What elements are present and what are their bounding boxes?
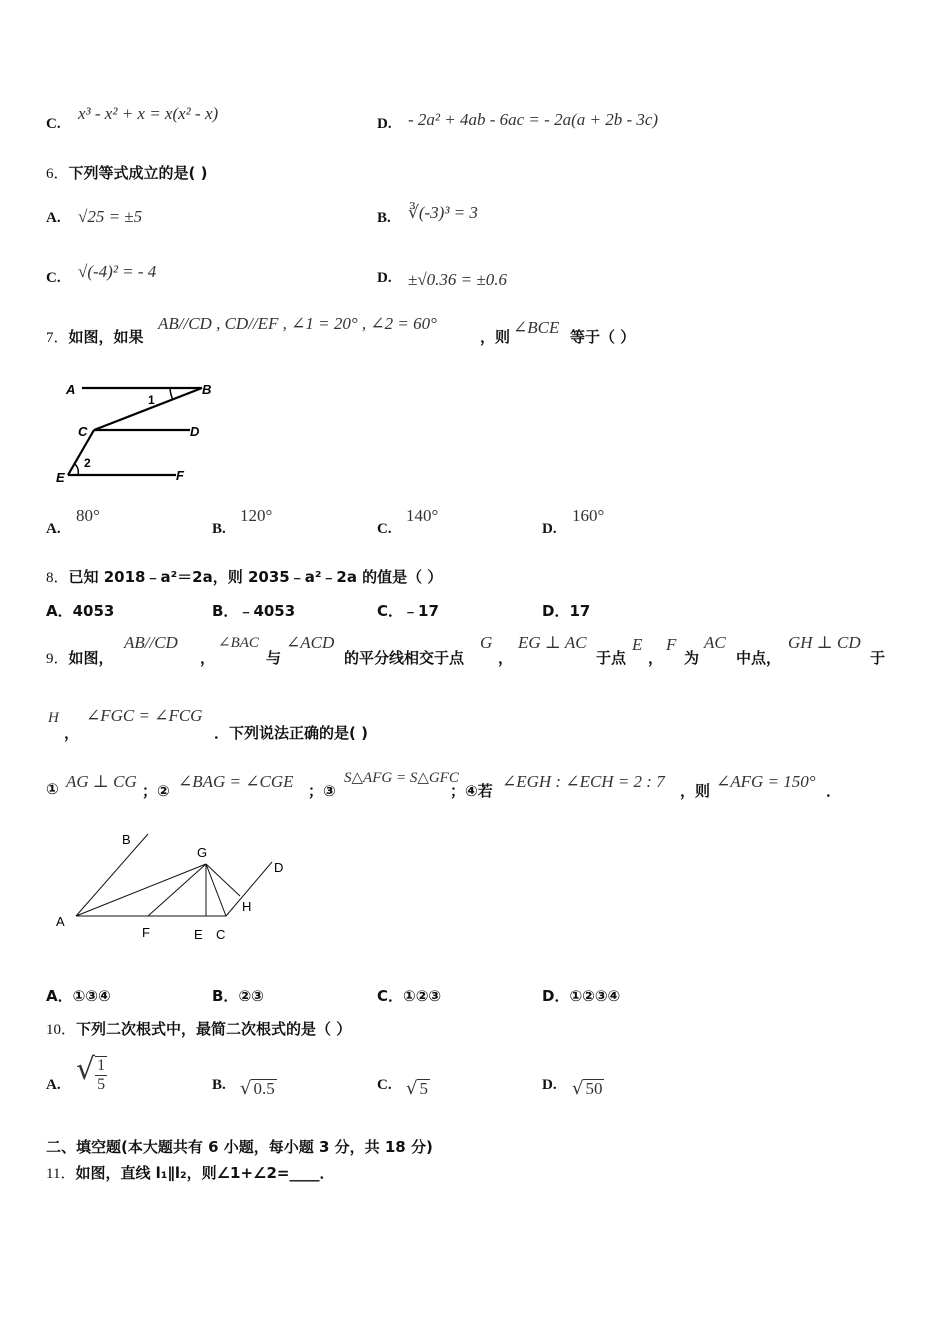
q6-option-a-label: A. <box>46 210 61 226</box>
q6-option-c-label: C. <box>46 270 61 286</box>
q11-stem: 11．如图，直线 l₁∥l₂，则∠1+∠2=____． <box>46 1164 335 1182</box>
q6-option-d-expression: ±√0.36 = ±0.6 <box>408 270 507 289</box>
q7-point-a: A <box>66 382 76 397</box>
q9-point-g: G <box>197 845 208 860</box>
q7-stem: 7．如图，如果 <box>46 328 144 346</box>
q7-option-a-label: A. <box>46 521 61 537</box>
q9-point-a: A <box>56 914 65 929</box>
q9-point-c: C <box>216 927 226 942</box>
q6-option-d-label: D. <box>377 270 392 286</box>
q9-point-d: D <box>274 860 284 875</box>
q9-statement-2-marker: ；② <box>142 782 170 800</box>
q7-option-d-value: 160° <box>572 506 605 525</box>
q9-math-bac: ∠BAC <box>218 635 259 651</box>
q7-option-d-label: D. <box>542 521 557 537</box>
q9-point-h: H <box>242 899 252 914</box>
q10-option-c-label: C. <box>377 1077 392 1093</box>
q9-math-e: E <box>632 635 643 654</box>
q9-statement-4-conclusion: ∠AFG = 150° <box>716 772 816 791</box>
q9-text-at-point: 于点 <box>596 649 627 667</box>
q7-point-f: F <box>176 468 184 483</box>
q7-option-a-value: 80° <box>76 506 100 525</box>
q9-comma-3: ， <box>648 649 664 667</box>
q9-line-gc <box>206 864 226 916</box>
q9-math-fgc-fcg: ∠FGC = ∠FCG <box>86 706 203 725</box>
q7-option-c-label: C. <box>377 521 392 537</box>
q8-option-c: C．﹣17 <box>377 602 439 620</box>
q9-line-gh <box>206 864 240 896</box>
q9-option-c: C．①②③ <box>377 987 442 1005</box>
q6-option-a-expression: √25 = ±5 <box>78 207 143 226</box>
q9-point-e: E <box>194 927 203 942</box>
q9-statement-4: ∠EGH : ∠ECH = 2 : 7 <box>502 772 665 791</box>
q7-stem-then: ，则 <box>480 328 511 346</box>
q8-option-a: A．4053 <box>46 602 115 620</box>
q10-option-b-expression: √ 0.5 <box>240 1078 275 1099</box>
q9-stem-end: ．下列说法正确的是( ) <box>214 724 368 742</box>
q7-condition: AB//CD , CD//EF , ∠1 = 20° , ∠2 = 60° <box>158 314 437 333</box>
q9-text-is: 为 <box>684 649 700 667</box>
q9-option-b: B．②③ <box>212 987 264 1005</box>
q7-point-e: E <box>56 470 65 485</box>
q9-point-f: F <box>142 925 150 940</box>
q9-comma-2: ， <box>498 649 514 667</box>
q9-statement-3: S△AFG = S△GFC <box>344 770 459 786</box>
q7-point-b: B <box>202 382 212 397</box>
q9-comma-1: ， <box>200 649 216 667</box>
q9-math-f: F <box>666 635 677 654</box>
q10-option-d-label: D. <box>542 1077 557 1093</box>
q9-comma-4: ， <box>64 724 80 742</box>
q7-angle-1-label: 1 <box>148 393 155 407</box>
q5-option-c-expression: x³ - x² + x = x(x² - x) <box>78 104 219 123</box>
q9-math-acd: ∠ACD <box>286 633 335 652</box>
q10-option-b-label: B. <box>212 1077 226 1093</box>
q10-stem: 10．下列二次根式中，最简二次根式的是（ ） <box>46 1020 352 1038</box>
q9-text-then: ，则 <box>680 782 711 800</box>
q9-math-ab-cd: AB//CD <box>124 633 178 652</box>
q7-option-b-value: 120° <box>240 506 273 525</box>
q9-statement-1-marker: ① <box>46 780 59 798</box>
q8-option-d: D．17 <box>542 602 591 620</box>
q9-text-bisector: 的平分线相交于点 <box>344 649 465 667</box>
q6-option-b-label: B. <box>377 210 391 226</box>
q7-angle-2-arc <box>75 464 78 475</box>
q8-stem: 8．已知 2018﹣a²＝2a，则 2035﹣a²﹣2a 的值是（ ） <box>46 568 443 586</box>
q9-math-g: G <box>480 633 493 652</box>
q9-stem-start: 9．如图， <box>46 649 114 667</box>
q9-statement-3-marker: ；③ <box>308 782 336 800</box>
q9-option-d: D．①②③④ <box>542 987 621 1005</box>
q9-point-b: B <box>122 832 131 847</box>
q7-point-d: D <box>190 424 200 439</box>
q9-text-and: 与 <box>266 649 282 667</box>
q9-line-fg <box>148 864 206 916</box>
q9-math-h: H <box>48 710 59 726</box>
q9-math-eg-ac: EG ⊥ AC <box>518 633 587 652</box>
q8-option-b: B．﹣4053 <box>212 602 296 620</box>
q10-option-a-expression: √ $\frac{1}{5}$ <box>76 1052 106 1094</box>
q7-angle-2-label: 2 <box>84 456 91 470</box>
q7-stem-end: 等于（ ） <box>570 328 636 346</box>
q9-statement-2: ∠BAG = ∠CGE <box>178 772 294 791</box>
q9-text-midpoint: 中点， <box>736 649 782 667</box>
q9-option-a: A．①③④ <box>46 987 111 1005</box>
q7-option-c-value: 140° <box>406 506 439 525</box>
section-2-title: 二、填空题(本大题共有 6 小题，每小题 3 分，共 18 分) <box>46 1138 433 1156</box>
q6-option-b-expression: ∛(-3)³ = 3 <box>408 203 478 222</box>
q10-option-c-expression: √ 5 <box>406 1078 428 1099</box>
q9-statement-4-marker: ；④若 <box>450 782 493 800</box>
q9-line-ag <box>76 864 206 916</box>
q7-angle-1-arc <box>170 388 173 400</box>
q5-option-d-label: D. <box>377 116 392 132</box>
q9-math-ac: AC <box>704 633 726 652</box>
q7-option-b-label: B. <box>212 521 226 537</box>
q9-line-ab <box>76 834 148 916</box>
q6-stem: 6．下列等式成立的是( ) <box>46 164 208 182</box>
q7-figure <box>50 372 230 487</box>
q6-option-c-expression: √(-4)² = - 4 <box>78 262 157 281</box>
q7-target-angle: ∠BCE <box>513 318 560 337</box>
q9-figure <box>50 826 300 946</box>
q10-option-d-expression: √ 50 <box>572 1078 603 1099</box>
q9-statement-1: AG ⊥ CG <box>66 772 137 791</box>
q5-option-c-label: C. <box>46 116 61 132</box>
q7-point-c: C <box>78 424 88 439</box>
q5-option-d-expression: - 2a² + 4ab - 6ac = - 2a(a + 2b - 3c) <box>408 110 659 129</box>
q9-math-gh-cd: GH ⊥ CD <box>788 633 861 652</box>
q9-period: ． <box>826 782 842 800</box>
q10-option-a-label: A. <box>46 1077 61 1093</box>
q9-text-at: 于 <box>870 649 886 667</box>
